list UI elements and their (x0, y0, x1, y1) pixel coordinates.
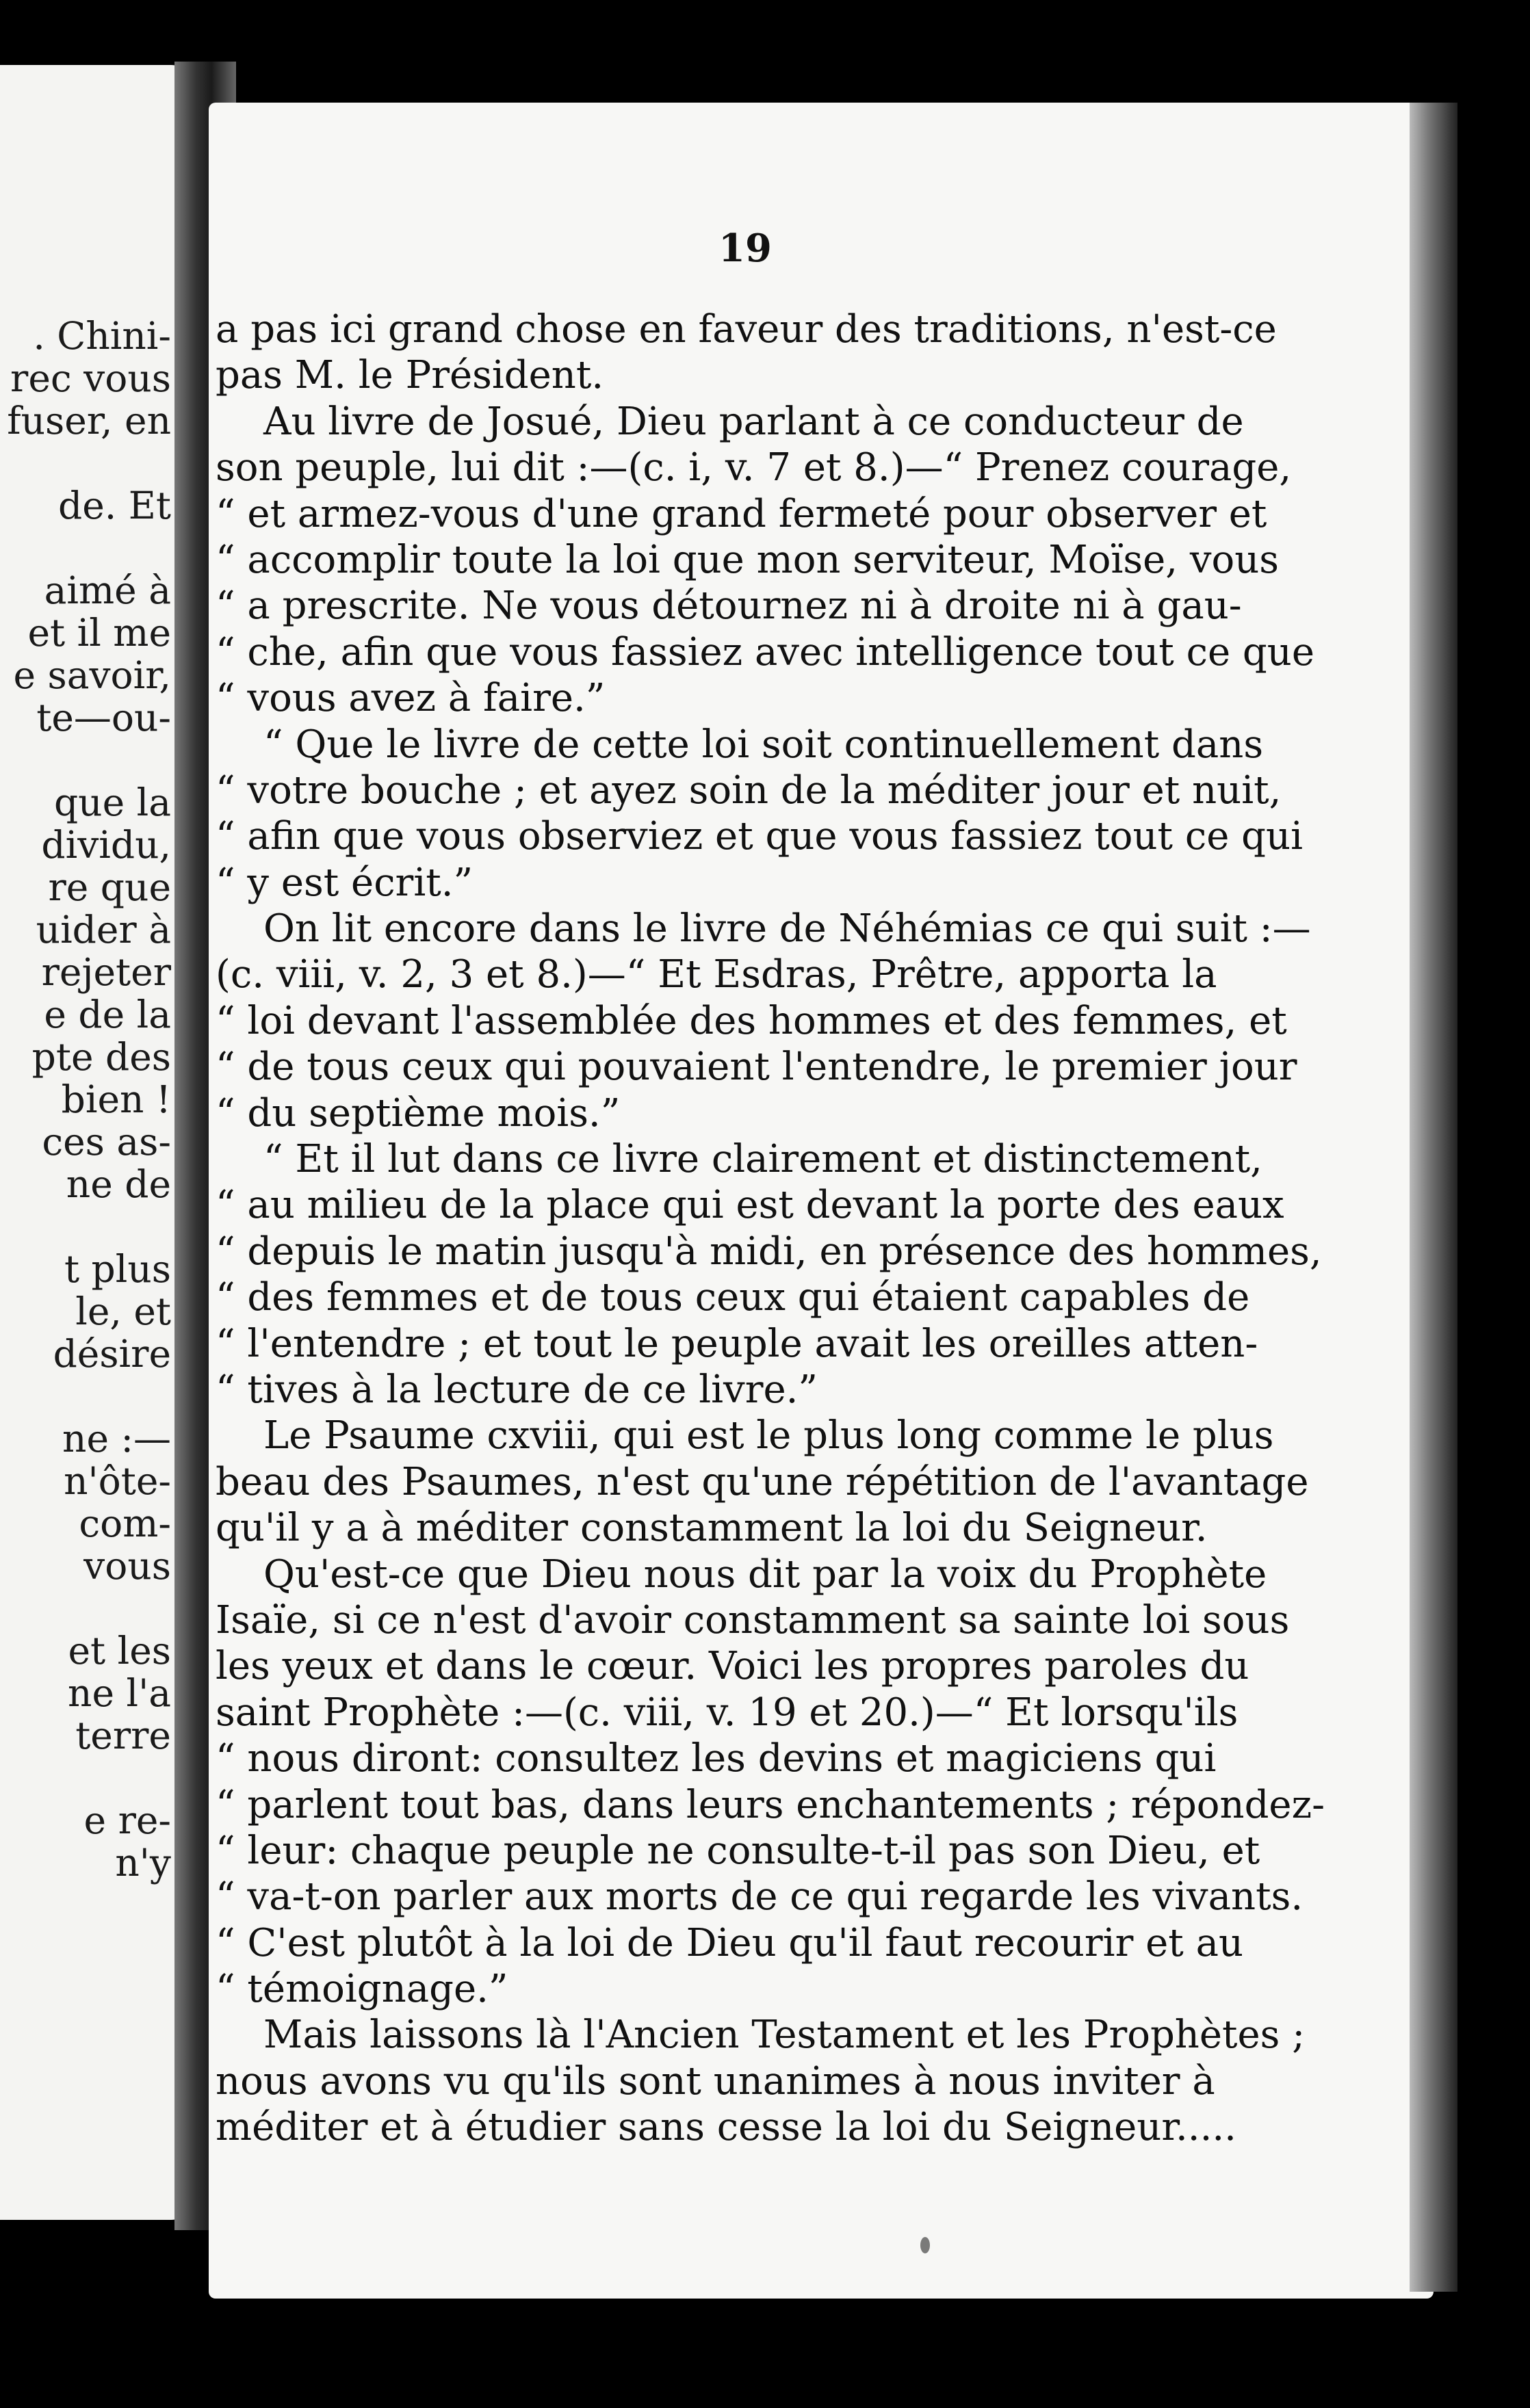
left-page-line: com- (79, 1502, 171, 1545)
left-page-line: aimé à (44, 568, 171, 612)
text-line: “ C'est plutôt à la loi de Dieu qu'il faut recourir et au (216, 1920, 1244, 1965)
text-line: On lit encore dans le livre de Néhémias ce qui suit :— (263, 906, 1311, 952)
left-page-line: que la (53, 781, 171, 824)
text-line: son peuple, lui dit :—(c. i, v. 7 et 8.)—“ Prenez courage, (216, 445, 1292, 490)
left-page-line: vous (83, 1544, 171, 1588)
left-page-line: n'ôte- (64, 1459, 171, 1503)
text-line: “ leur: chaque peuple ne consulte-t-il pas son Dieu, et (216, 1828, 1260, 1873)
left-page-line: ces as- (42, 1120, 171, 1164)
right-page-edge (1410, 103, 1457, 2292)
left-page-line: . Chini- (33, 314, 171, 358)
left-page-line: e de la (44, 993, 171, 1036)
text-line: pas M. le Président. (216, 353, 604, 398)
ink-smudge (920, 2237, 930, 2253)
text-line: “ va-t-on parler aux morts de ce qui regarde les vivants. (216, 1874, 1304, 1920)
text-line: qu'il y a à méditer constamment la loi du Seigneur. (216, 1506, 1208, 1551)
left-page-line: désire (53, 1332, 171, 1376)
left-page-line: ne de (66, 1162, 171, 1206)
text-line: “ tives à la lecture de ce livre.” (216, 1367, 818, 1412)
left-page-line: rejeter (41, 950, 171, 994)
text-line: Le Psaume cxviii, qui est le plus long comme le plus (263, 1413, 1274, 1458)
left-page-line: ne :— (62, 1417, 171, 1461)
text-line: “ témoignage.” (216, 1967, 508, 2012)
text-line: “ accomplir toute la loi que mon serviteur, Moïse, vous (216, 537, 1280, 582)
left-page-line: e re- (83, 1798, 171, 1842)
text-line: Au livre de Josué, Dieu parlant à ce conducteur de (263, 399, 1244, 444)
text-line: “ loi devant l'assemblée des hommes et des femmes, et (216, 998, 1287, 1043)
text-line: (c. viii, v. 2, 3 et 8.)—“ Et Esdras, Prêtre, apporta la (216, 952, 1217, 997)
text-line: “ che, afin que vous fassiez avec intelligence tout ce que (216, 629, 1314, 675)
text-line: Mais laissons là l'Ancien Testament et les Prophètes ; (263, 2013, 1306, 2058)
text-line: “ Et il lut dans ce livre clairement et distinctement, (263, 1137, 1262, 1182)
text-line: “ Que le livre de cette loi soit continuellement dans (263, 722, 1264, 767)
left-page-line: pte des (31, 1035, 171, 1079)
text-line: “ l'entendre ; et tout le peuple avait les oreilles atten- (216, 1321, 1258, 1366)
left-page-line: dividu, (41, 823, 171, 867)
text-line: “ afin que vous observiez et que vous fassiez tout ce qui (216, 814, 1303, 859)
left-page-line: n'y (115, 1841, 171, 1885)
text-line: “ parlent tout bas, dans leurs enchantements ; répondez- (216, 1782, 1325, 1827)
left-page-line: te—ou- (36, 696, 171, 740)
left-page-line: fuser, en (7, 399, 171, 443)
text-line: Isaïe, si ce n'est d'avoir constamment sa sainte loi sous (216, 1597, 1290, 1643)
text-line: Qu'est-ce que Dieu nous dit par la voix du Prophète (263, 1552, 1267, 1597)
text-line: “ et armez-vous d'une grand fermeté pour observer et (216, 491, 1267, 536)
text-line: “ depuis le matin jusqu'à midi, en présence des hommes, (216, 1229, 1322, 1274)
text-line: beau des Psaumes, n'est qu'une répétition de l'avantage (216, 1459, 1309, 1504)
left-page-line: rec vous (10, 356, 171, 400)
left-page-line: e savoir, (13, 653, 171, 697)
left-page-line: terre (75, 1714, 171, 1757)
left-page-line: re que (48, 865, 171, 909)
left-page-line: bien ! (61, 1077, 171, 1121)
text-line: saint Prophète :—(c. viii, v. 19 et 20.)—“ Et lorsqu'ils (216, 1690, 1239, 1735)
left-page-line: t plus (64, 1247, 171, 1291)
left-page-line: uider à (36, 908, 171, 952)
text-line: “ y est écrit.” (216, 860, 474, 905)
left-page-line: ne l'a (68, 1671, 171, 1715)
page-body-text (216, 306, 1324, 2151)
text-line: méditer et à étudier sans cesse la loi du Seigneur..... (216, 2105, 1236, 2150)
left-page-line: de. Et (58, 484, 171, 527)
text-line: “ au milieu de la place qui est devant la porte des eaux (216, 1183, 1284, 1228)
left-page-line: et il me (27, 611, 171, 655)
text-line: “ votre bouche ; et ayez soin de la méditer jour et nuit, (216, 768, 1282, 813)
text-line: “ a prescrite. Ne vous détournez ni à droite ni à gau- (216, 584, 1242, 629)
text-line: “ du septième mois.” (216, 1090, 621, 1136)
left-page-line: le, et (75, 1290, 171, 1333)
text-line: “ de tous ceux qui pouvaient l'entendre, le premier jour (216, 1045, 1297, 1090)
text-line: les yeux et dans le cœur. Voici les propres paroles du (216, 1644, 1249, 1689)
text-line: nous avons vu qu'ils sont unanimes à nous inviter à (216, 2058, 1215, 2104)
text-line: “ nous diront: consultez les devins et magiciens qui (216, 1736, 1217, 1781)
text-line: “ des femmes et de tous ceux qui étaient capables de (216, 1275, 1250, 1320)
left-page-line: et les (68, 1629, 171, 1673)
page-number: 19 (718, 226, 772, 271)
text-line: “ vous avez à faire.” (216, 676, 606, 721)
text-line: a pas ici grand chose en faveur des traditions, n'est-ce (216, 307, 1277, 352)
